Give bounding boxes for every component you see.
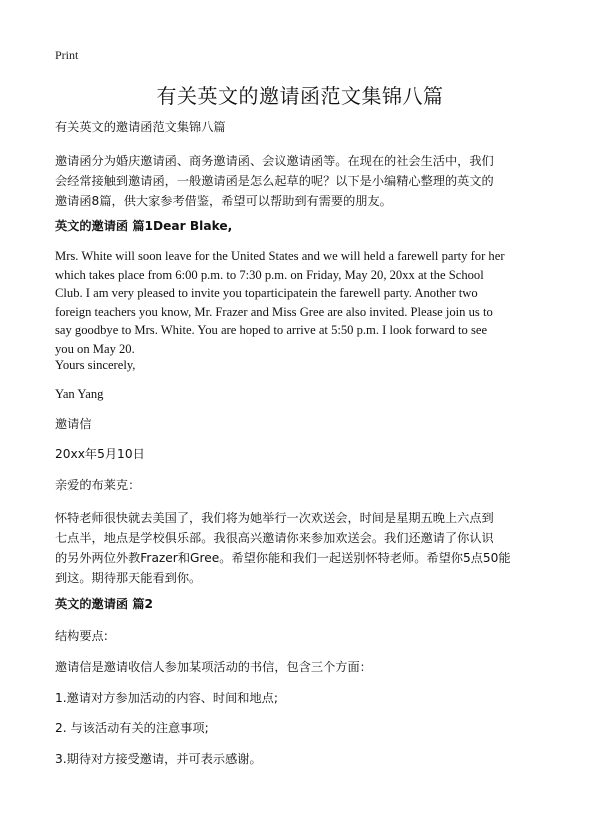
letter-signature: Yan Yang [55,387,104,401]
chinese-letter-body [55,508,547,588]
structure-point: 2. 与该活动有关的注意事项; [55,721,209,735]
chinese-letter-date: 20xx年5月10日 [55,447,145,461]
letter-line: which takes place from 6:00 p.m. to 7:30 p.m. on Friday, May 20, 20xx at the School [55,267,484,282]
letter-line: you on May 20. [55,341,135,356]
cn-body-line: 的另外两位外教Frazer和Gree。希望你能和我们一起送别怀特老师。希望你5点50能 [55,551,511,565]
cn-body-line: 到这。期待那天能看到你。 [55,571,202,585]
intro-line: 邀请函分为婚庆邀请函、商务邀请函、会议邀请函等。在现在的社会生活中，我们 [55,154,494,168]
cn-body-line: 七点半，地点是学校俱乐部。我很高兴邀请你来参加欢送会。我们还邀请了你认识 [55,531,494,545]
section-1-heading: 英文的邀请函 篇1Dear Blake, [55,219,233,233]
letter-line: say goodbye to Mrs. White. You are hoped to arrive at 5:50 p.m. I look forward to see [55,323,488,337]
chinese-letter-title: 邀请信 [55,417,92,431]
chinese-letter-greeting: 亲爱的布莱克： [55,478,141,492]
intro-paragraph [55,151,547,211]
document-subtitle: 有关英文的邀请函范文集锦八篇 [55,120,226,134]
structure-label: 结构要点: [55,629,108,643]
letter-closing: Yours sincerely, [55,358,136,372]
cn-body-line: 怀特老师很快就去美国了，我们将为她举行一次欢送会，时间是星期五晚上六点到 [55,511,494,525]
document-title: 有关英文的邀请函范文集锦八篇 [156,84,444,108]
intro-line: 邀请函8篇，供大家参考借鉴，希望可以帮助到有需要的朋友。 [55,194,392,208]
structure-intro: 邀请信是邀请收信人参加某项活动的书信，包含三个方面： [55,660,372,674]
section-2-heading: 英文的邀请函 篇2 [55,597,154,611]
print-label: Print [55,48,79,62]
english-letter-body [55,247,547,358]
letter-line: Mrs. White will soon leave for the United States and we will held a farewell party for her [55,249,505,263]
letter-line: Club. I am very pleased to invite you toparticipatein the farewell party. Another two [55,286,478,300]
intro-line: 会经常接触到邀请函，一般邀请函是怎么起草的呢？以下是小编精心整理的英文的 [55,174,494,188]
structure-point: 1.邀请对方参加活动的内容、时间和地点; [55,691,278,705]
letter-line: foreign teachers you know, Mr. Frazer and Miss Gree are also invited. Please join us to [55,304,493,319]
structure-point: 3.期待对方接受邀请，并可表示感谢。 [55,752,262,766]
